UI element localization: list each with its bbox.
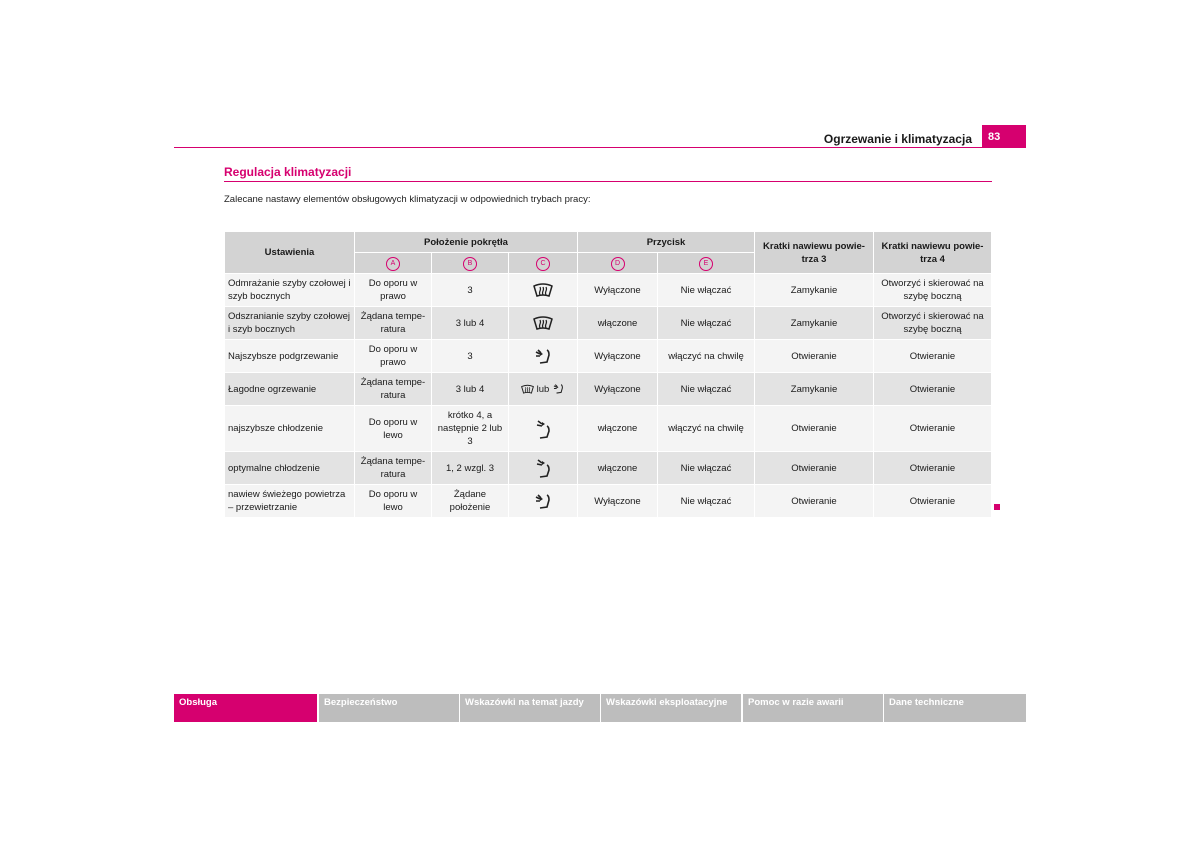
cell-button-d: Wyłączone: [578, 484, 657, 517]
cell-knob-b: 3 lub 4: [432, 306, 508, 339]
table-row: [225, 484, 991, 517]
cell-knob-a: Żądana tempe-ratura: [355, 372, 431, 405]
cell-vents-3: Zamykanie: [755, 273, 873, 306]
header-col-d: [578, 252, 657, 273]
cell-vents-4: Otwieranie: [874, 405, 991, 451]
cell-button-d: Wyłączone: [578, 339, 657, 372]
cell-knob-a: Żądana tempe-ratura: [355, 306, 431, 339]
cell-button-e: Nie włączać: [658, 372, 754, 405]
section-rule: [224, 181, 992, 182]
cell-knob-a: Żądana tempe-ratura: [355, 451, 431, 484]
cell-button-e: Nie włączać: [658, 273, 754, 306]
cell-setting: optymalne chłodzenie: [225, 451, 354, 484]
table-row: [225, 306, 991, 339]
cell-knob-b: 3: [432, 339, 508, 372]
chapter-title: Ogrzewanie i klimatyzacja: [823, 132, 972, 146]
cell-knob-c: [509, 451, 577, 484]
cell-vents-3: Otwieranie: [755, 451, 873, 484]
or-text: lub: [536, 383, 550, 395]
cell-button-e: Nie włączać: [658, 451, 754, 484]
cell-knob-c: [509, 306, 577, 339]
cell-knob-c: [509, 372, 577, 405]
circle-label-d: D: [611, 257, 625, 271]
cell-vents-4: Otwieranie: [874, 372, 991, 405]
cell-setting: najszybsze chłodzenie: [225, 405, 354, 451]
cell-setting: nawiew świeżego powietrza – przewietrzanie: [225, 484, 354, 517]
cell-vents-4: Otwieranie: [874, 451, 991, 484]
intro-text: Zalecane nastawy elementów obsługowych klimatyzacji w odpowiednich trybach pracy:: [224, 194, 591, 205]
header-col-c: [509, 252, 577, 273]
cell-vents-3: Zamykanie: [755, 372, 873, 405]
windshield-defrost-icon: [521, 384, 534, 394]
nav-tab-1[interactable]: Obsługa: [174, 694, 317, 722]
airflow-body-icon: [533, 346, 553, 366]
cell-knob-b: 1, 2 wzgl. 3: [432, 451, 508, 484]
section-title: Regulacja klimatyzacji: [224, 165, 352, 179]
circle-label-c: C: [536, 257, 550, 271]
cell-button-d: Wyłączone: [578, 273, 657, 306]
cell-knob-b: krótko 4, a następnie 2 lub 3: [432, 405, 508, 451]
cell-vents-4: Otworzyć i skierować na szybę boczną: [874, 273, 991, 306]
header-col-e: [658, 252, 754, 273]
cell-button-e: włączyć na chwilę: [658, 339, 754, 372]
header-button: Przycisk: [578, 232, 754, 252]
table-row: [225, 339, 991, 372]
table-row: [225, 372, 991, 405]
airflow-upper-icon: [533, 458, 553, 478]
cell-knob-a: Do oporu w prawo: [355, 273, 431, 306]
cell-button-e: Nie włączać: [658, 484, 754, 517]
circle-label-a: A: [386, 257, 400, 271]
header-vents-3: Kratki nawiewu powie-trza 3: [755, 232, 873, 273]
cell-vents-3: Otwieranie: [755, 405, 873, 451]
table-row: [225, 273, 991, 306]
page-number: 83: [982, 125, 1026, 148]
header-col-b: [432, 252, 508, 273]
nav-tab-4[interactable]: Wskazówki eksploatacyjne: [601, 694, 741, 722]
cell-button-e: włączyć na chwilę: [658, 405, 754, 451]
cell-knob-c: [509, 339, 577, 372]
cell-button-d: włączone: [578, 306, 657, 339]
cell-knob-a: Do oporu w lewo: [355, 484, 431, 517]
header-knob-position: Położenie pokrętła: [355, 232, 577, 252]
cell-setting: Odszranianie szyby czołowej i szyb bocznych: [225, 306, 354, 339]
cell-button-d: Wyłączone: [578, 372, 657, 405]
cell-knob-b: Żądane położenie: [432, 484, 508, 517]
table-row: [225, 451, 991, 484]
end-of-section-marker: [994, 504, 1000, 510]
header-settings: Ustawienia: [225, 232, 354, 273]
circle-label-e: E: [699, 257, 713, 271]
airflow-body-icon: [552, 382, 565, 395]
cell-knob-c: [509, 484, 577, 517]
cell-vents-4: Otwieranie: [874, 339, 991, 372]
cell-setting: Łagodne ogrzewanie: [225, 372, 354, 405]
cell-vents-3: Zamykanie: [755, 306, 873, 339]
cell-button-d: włączone: [578, 405, 657, 451]
cell-setting: Najszybsze podgrzewanie: [225, 339, 354, 372]
cell-vents-3: Otwieranie: [755, 484, 873, 517]
nav-tab-2[interactable]: Bezpieczeństwo: [319, 694, 459, 722]
cell-knob-c: [509, 273, 577, 306]
airflow-body-icon: [533, 491, 553, 511]
nav-tab-5[interactable]: Pomoc w razie awarii: [743, 694, 883, 722]
icon-combo: [521, 384, 565, 395]
climate-settings-table: [224, 232, 992, 517]
header-vents-4: Kratki nawiewu powie-trza 4: [874, 232, 991, 273]
cell-knob-a: Do oporu w prawo: [355, 339, 431, 372]
cell-vents-4: Otworzyć i skierować na szybę boczną: [874, 306, 991, 339]
cell-setting: Odmrażanie szyby czołowej i szyb bocznych: [225, 273, 354, 306]
cell-button-d: włączone: [578, 451, 657, 484]
cell-vents-3: Otwieranie: [755, 339, 873, 372]
windshield-defrost-icon: [533, 282, 553, 298]
windshield-defrost-icon: [533, 315, 553, 331]
cell-vents-4: Otwieranie: [874, 484, 991, 517]
header-rule: [174, 147, 1026, 148]
cell-knob-b: 3 lub 4: [432, 372, 508, 405]
cell-knob-c: [509, 405, 577, 451]
circle-label-b: B: [463, 257, 477, 271]
airflow-upper-icon: [533, 419, 553, 439]
cell-knob-a: Do oporu w lewo: [355, 405, 431, 451]
table-row: [225, 405, 991, 451]
header-col-a: [355, 252, 431, 273]
nav-tab-6[interactable]: Dane techniczne: [884, 694, 1026, 722]
cell-knob-b: 3: [432, 273, 508, 306]
nav-tab-3[interactable]: Wskazówki na temat jazdy: [460, 694, 600, 722]
cell-button-e: Nie włączać: [658, 306, 754, 339]
